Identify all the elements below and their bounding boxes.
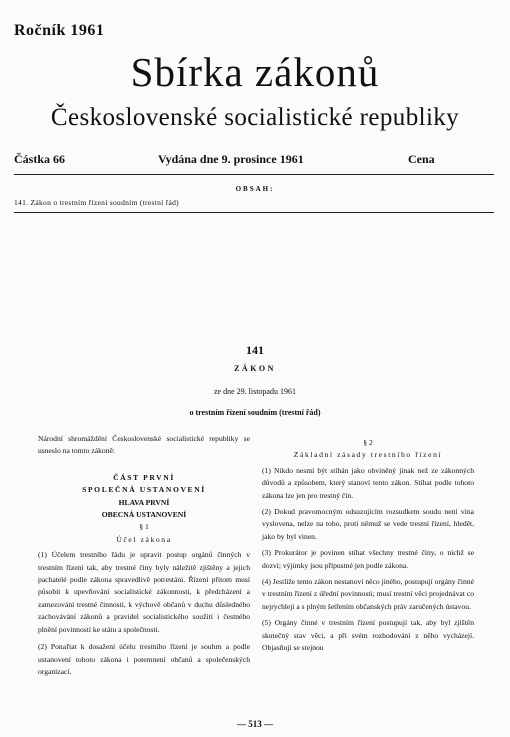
paragraph: (1) Účelem trestního řádu je upravit postup orgánů činných v trestním řízení tak, aby trestné činy byly náležitě zjištěny a jejich pachatelé podle zákona spravedlivě potrestáni. Řízení přitom musí působit k upevňování socialistické zákonnosti, k předcházení a zamezování trestné činnosti, k výchově občanů v duchu důsledného zachovávání zákonů a pravidel socialistického soužití i čestného plnění povinností ke státu a společnosti.: [38, 550, 250, 634]
collection-title: Sbírka zákonů: [130, 49, 380, 95]
section-title: Účel zákona: [116, 534, 172, 544]
paragraph: (1) Nikdo nesmí být stíhán jako obviněný jinak než ze zákonných důvodů a způsobem, který stanoví tento zákon. Stíhat podle tohoto zákona lze jen pro trestný čin.: [262, 465, 474, 500]
contents-label: OBSAH:: [235, 185, 275, 193]
head-title: OBECNÁ USTANOVENÍ: [101, 510, 187, 520]
header-rule: [14, 174, 494, 175]
issue-date: Vydána dne 9. prosince 1961: [158, 152, 304, 166]
paragraph: (5) Orgány činné v trestním řízení postupují tak, aby byl zjištěn skutečný stav věci, a při svém rozhodování z něho vycházejí. Objasňují se stejnou: [262, 618, 474, 653]
price-label: Cena: [408, 152, 435, 166]
law-date: ze dne 29. listopadu 1961: [214, 387, 296, 396]
paragraph: (2) Ponaľtat k dosažení účelu trestního řízení je souhrn a podle ustanovení tohoto zákona i potemnení občanů a společenských organizací.: [38, 642, 250, 676]
section-title: Základní zásady trestního řízení: [293, 450, 443, 460]
law-kind: ZÁKON: [234, 364, 276, 373]
law-title: o trestním řízení soudním (trestní řád): [189, 408, 321, 417]
part-heading: ČÁST PRVNÍ: [113, 472, 175, 482]
contents-rule: [14, 212, 494, 213]
head-heading: HLAVA PRVNÍ: [118, 497, 170, 507]
volume-year: Ročník 1961: [14, 22, 105, 39]
part-number: Částka 66: [14, 152, 66, 166]
paragraph: (3) Prokurátor je povinen stíhat všechny trestné činy, o nichž se dozví; výjimky jsou přípustné jen podle zákona.: [262, 548, 474, 570]
contents-item: 141. Zákon o trestním řízení soudním (trestní řád): [14, 198, 179, 207]
paragraph: (4) Jestliže tento zákon nestanoví něco jiného, postupují orgány činné v trestním řízení z úřední povinnosti; musí trestní věci projednávat co nejrychleji a s plným šetřením občanských práv zaručených ústavou.: [262, 577, 474, 611]
part-title: SPOLEČNÁ USTANOVENÍ: [82, 485, 206, 495]
page-number: — 513 —: [237, 719, 273, 729]
law-number: 141: [246, 343, 264, 357]
right-column: [262, 437, 474, 655]
republic-subtitle: Československé socialistické republiky: [50, 104, 460, 131]
section-mark: § 2: [363, 438, 373, 447]
paragraph: (2) Dokud pravomocným odsuzujícím rozsudkem soudu není vina vyslovena, nelze na toho, proti němuž se vede trestní řízení, hledět, jako by byl vinen.: [262, 507, 474, 541]
enactment-clause: Národní shromáždění Československé socialistické republiky se usneslo na tomto zákoně:: [38, 434, 250, 456]
left-column: [38, 433, 250, 678]
section-mark: § 1: [139, 522, 149, 532]
